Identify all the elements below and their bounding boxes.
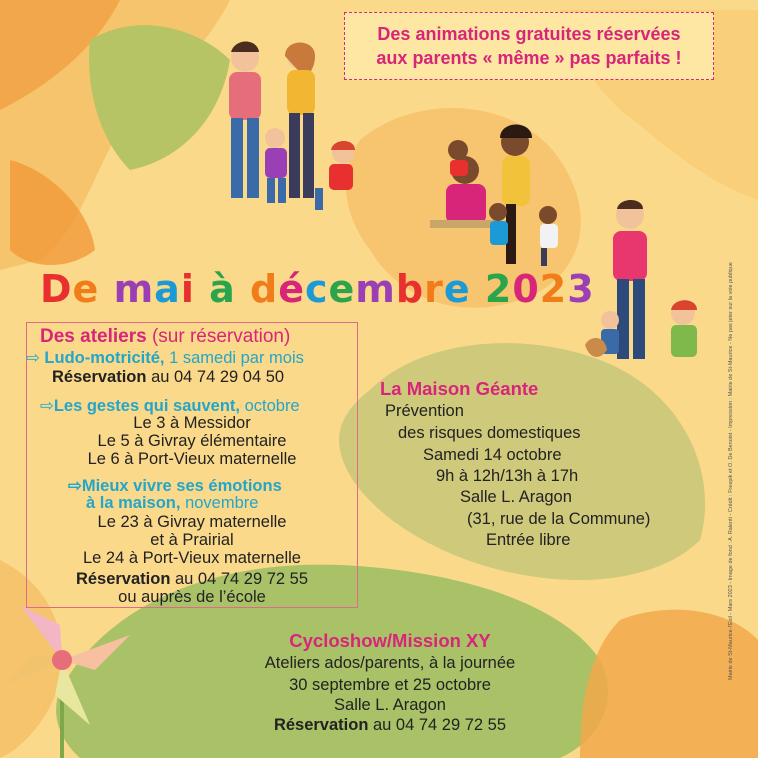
period-letter: e <box>328 267 356 311</box>
maison-date: Samedi 14 octobre <box>423 446 562 464</box>
cyclo-reservation-label: Réservation <box>273 716 369 734</box>
period-letter: r <box>424 267 444 311</box>
emotions-heading-line-2 <box>86 494 258 513</box>
maison-venue: Salle L. Aragon <box>460 488 572 506</box>
period-letter: 2 <box>484 267 513 311</box>
credit-line: Mairie de St-Maurice-l’Exil - Mars 2023 - Image de fond : A. Ralenti - Crédit : Freepik et O. De Benoist - Impression : Mairie de St-Maurice - Ne pas jeter sur la voie publique <box>728 262 734 680</box>
family-illustration-top <box>205 38 365 213</box>
emotions-month: novembre <box>185 494 259 512</box>
emotions-session-1: Le 23 à Givray maternelle <box>97 513 287 531</box>
arrow-right-icon: ⇨ <box>68 477 82 495</box>
period-letter: e <box>443 267 471 311</box>
arrow-right-icon: ⇨ <box>26 349 40 367</box>
ludo-reservation <box>52 368 284 387</box>
gestes-heading <box>40 396 300 416</box>
cyclo-line-3: Salle L. Aragon <box>334 696 446 714</box>
period-letter: é <box>278 267 305 311</box>
period-letter: D <box>40 267 73 311</box>
emotions-name-line-2: à la maison, <box>86 494 181 512</box>
cyclo-line-1: Ateliers ados/parents, à la journée <box>264 654 516 672</box>
period-letter: b <box>395 267 425 311</box>
maison-hours: 9h à 12h/13h à 17h <box>436 467 579 485</box>
emotions-name-line-1: Mieux vivre ses émotions <box>81 477 282 495</box>
period-letter: 3 <box>567 267 595 311</box>
family-illustration-right <box>585 195 710 370</box>
period-letter: à <box>209 267 236 311</box>
emotions-session-2: et à Prairial <box>150 531 234 549</box>
tagline-line-1: Des animations gratuites réservées <box>377 24 681 44</box>
gestes-session-1: Le 3 à Messidor <box>133 414 251 432</box>
cyclo-reservation-phone: au 04 74 29 72 55 <box>373 716 507 734</box>
cyclo-reservation <box>200 716 580 735</box>
period-heading <box>40 267 595 311</box>
family-illustration-middle <box>420 120 560 270</box>
gestes-session-3: Le 6 à Port-Vieux maternelle <box>87 450 297 468</box>
period-letter <box>236 267 250 311</box>
maison-entry: Entrée libre <box>486 531 571 549</box>
period-letter: a <box>154 267 181 311</box>
gestes-session-2: Le 5 à Givray élémentaire <box>97 432 287 450</box>
period-letter: m <box>355 267 396 311</box>
period-letter: d <box>249 267 279 311</box>
maison-line-1: Prévention <box>385 402 464 420</box>
ludo-frequency: 1 samedi par mois <box>169 349 304 367</box>
ludo-heading <box>26 348 304 368</box>
maison-address: (31, rue de la Commune) <box>467 510 651 528</box>
maison-line-2: des risques domestiques <box>398 424 581 442</box>
period-letter: 0 <box>512 267 540 311</box>
gestes-month: octobre <box>244 397 300 415</box>
maison-title: La Maison Géante <box>380 378 539 399</box>
arrow-right-icon: ⇨ <box>40 397 54 415</box>
gestes-name: Les gestes qui sauvent, <box>53 397 240 415</box>
period-letter <box>471 267 485 311</box>
period-letter: m <box>113 267 155 311</box>
period-letter: 2 <box>539 267 568 311</box>
pinwheel-illustration <box>0 585 150 758</box>
period-letter <box>195 267 209 311</box>
ludo-name: Ludo-motricité, <box>44 349 165 367</box>
ludo-reservation-label: Réservation <box>52 368 147 386</box>
cyclo-line-2: 30 septembre et 25 octobre <box>289 676 491 694</box>
period-letter: e <box>72 267 100 311</box>
tagline-line-2: aux parents « même » pas parfaits ! <box>376 48 682 68</box>
emotions-reservation-phone: au 04 74 29 72 55 <box>175 570 309 588</box>
emotions-heading-line-1 <box>68 476 282 496</box>
ateliers-title-row <box>40 326 290 348</box>
cyclo-title: Cycloshow/Mission XY <box>289 630 491 651</box>
period-letter: c <box>304 267 329 311</box>
period-letter: i <box>180 267 195 311</box>
emotions-reservation <box>26 570 358 589</box>
ateliers-title: Des ateliers <box>40 326 147 347</box>
ateliers-title-note: (sur réservation) <box>151 326 291 347</box>
period-letter <box>99 267 113 311</box>
emotions-session-3: Le 24 à Port-Vieux maternelle <box>83 549 301 567</box>
ludo-reservation-phone: au 04 74 29 04 50 <box>151 368 285 386</box>
emotions-reservation-label: Réservation <box>75 570 171 588</box>
emotions-reservation-alt: ou auprès de l’école <box>118 588 266 606</box>
tagline-box <box>344 12 714 80</box>
